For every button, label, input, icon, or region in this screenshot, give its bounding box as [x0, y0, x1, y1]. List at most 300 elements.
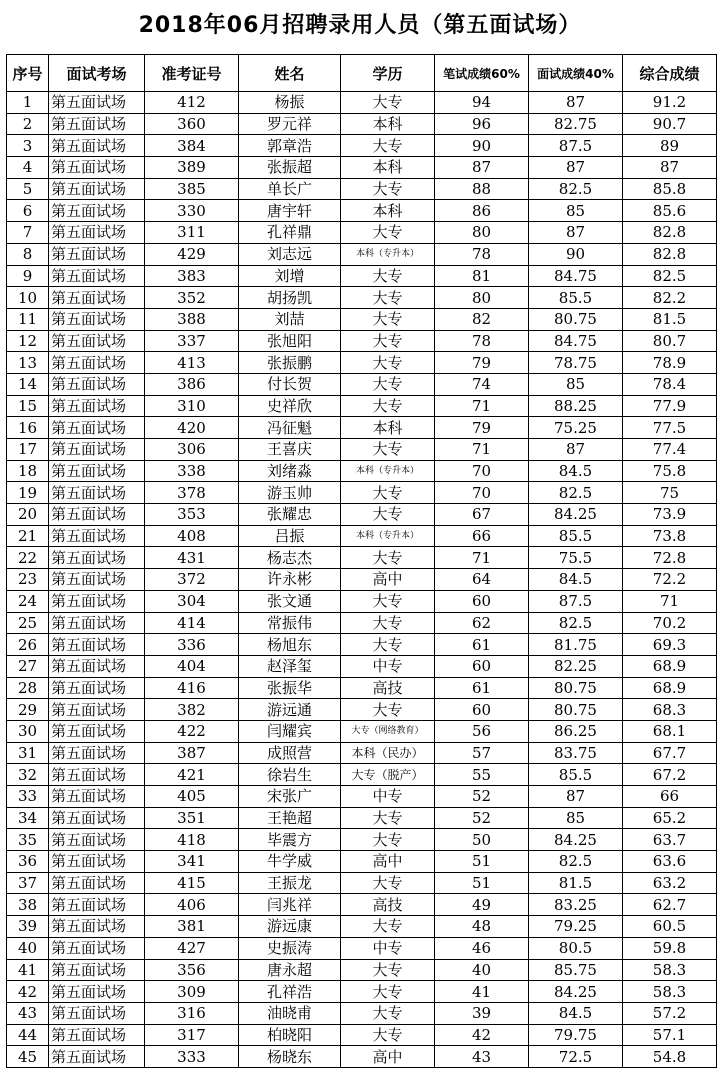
cell-ticket: 330: [145, 200, 239, 222]
table-row: [7, 352, 717, 374]
cell-ticket: 416: [145, 677, 239, 699]
cell-interview-score: 79.75: [529, 1024, 623, 1046]
cell-interview-score: 87.5: [529, 590, 623, 612]
cell-total-score: 87: [623, 157, 717, 179]
cell-total-score: 63.2: [623, 872, 717, 894]
cell-seq: 30: [7, 720, 49, 742]
cell-total-score: 62.7: [623, 894, 717, 916]
cell-venue: 第五面试场: [49, 308, 145, 330]
cell-education: 高中: [341, 569, 435, 591]
cell-education: 大专: [341, 439, 435, 461]
cell-name: 赵泽玺: [239, 655, 341, 677]
cell-education: 中专: [341, 937, 435, 959]
cell-name: 张振华: [239, 677, 341, 699]
cell-seq: 34: [7, 807, 49, 829]
cell-seq: 31: [7, 742, 49, 764]
cell-written-score: 81: [435, 265, 529, 287]
cell-venue: 第五面试场: [49, 178, 145, 200]
cell-total-score: 68.9: [623, 677, 717, 699]
cell-seq: 38: [7, 894, 49, 916]
cell-ticket: 316: [145, 1002, 239, 1024]
table-row: [7, 655, 717, 677]
cell-written-score: 62: [435, 612, 529, 634]
cell-ticket: 406: [145, 894, 239, 916]
cell-ticket: 431: [145, 547, 239, 569]
cell-written-score: 79: [435, 417, 529, 439]
table-row: [7, 916, 717, 938]
cell-venue: 第五面试场: [49, 1002, 145, 1024]
cell-education: 大专: [341, 504, 435, 526]
cell-name: 胡扬凯: [239, 287, 341, 309]
cell-venue: 第五面试场: [49, 764, 145, 786]
cell-education: 大专: [341, 547, 435, 569]
cell-seq: 26: [7, 634, 49, 656]
cell-ticket: 427: [145, 937, 239, 959]
cell-name: 刘志远: [239, 243, 341, 265]
cell-total-score: 63.6: [623, 851, 717, 873]
cell-venue: 第五面试场: [49, 92, 145, 114]
cell-name: 唐永超: [239, 959, 341, 981]
cell-education: 高中: [341, 851, 435, 873]
cell-venue: 第五面试场: [49, 916, 145, 938]
cell-total-score: 70.2: [623, 612, 717, 634]
cell-education: 本科（专升本）: [341, 243, 435, 265]
cell-written-score: 39: [435, 1002, 529, 1024]
cell-venue: 第五面试场: [49, 395, 145, 417]
table-row: [7, 829, 717, 851]
page-title: 2018年06月招聘录用人员（第五面试场）: [138, 13, 582, 38]
cell-ticket: 310: [145, 395, 239, 417]
table-row: [7, 937, 717, 959]
cell-interview-score: 80.75: [529, 677, 623, 699]
cell-total-score: 78.9: [623, 352, 717, 374]
table-row: [7, 764, 717, 786]
cell-seq: 15: [7, 395, 49, 417]
cell-written-score: 60: [435, 590, 529, 612]
cell-interview-score: 78.75: [529, 352, 623, 374]
cell-ticket: 336: [145, 634, 239, 656]
cell-seq: 39: [7, 916, 49, 938]
cell-ticket: 372: [145, 569, 239, 591]
cell-education: 大专: [341, 612, 435, 634]
cell-interview-score: 82.75: [529, 113, 623, 135]
cell-interview-score: 80.75: [529, 699, 623, 721]
cell-name: 许永彬: [239, 569, 341, 591]
cell-total-score: 77.9: [623, 395, 717, 417]
cell-ticket: 353: [145, 504, 239, 526]
cell-education: 大专: [341, 916, 435, 938]
header-name: 姓名: [239, 55, 341, 92]
cell-education: 大专: [341, 981, 435, 1003]
cell-seq: 2: [7, 113, 49, 135]
table-row: [7, 373, 717, 395]
table-row: [7, 135, 717, 157]
cell-total-score: 85.6: [623, 200, 717, 222]
cell-venue: 第五面试场: [49, 352, 145, 374]
cell-ticket: 415: [145, 872, 239, 894]
cell-written-score: 50: [435, 829, 529, 851]
cell-written-score: 64: [435, 569, 529, 591]
cell-education: 大专: [341, 634, 435, 656]
cell-seq: 23: [7, 569, 49, 591]
table-row: [7, 460, 717, 482]
cell-written-score: 61: [435, 677, 529, 699]
cell-name: 刘绪淼: [239, 460, 341, 482]
header-education: 学历: [341, 55, 435, 92]
cell-name: 张旭阳: [239, 330, 341, 352]
table-row: [7, 1046, 717, 1068]
cell-seq: 32: [7, 764, 49, 786]
cell-written-score: 66: [435, 525, 529, 547]
cell-seq: 25: [7, 612, 49, 634]
cell-education: 大专: [341, 265, 435, 287]
table-row: [7, 872, 717, 894]
table-row: [7, 200, 717, 222]
cell-ticket: 341: [145, 851, 239, 873]
cell-name: 柏晓阳: [239, 1024, 341, 1046]
cell-name: 游远通: [239, 699, 341, 721]
cell-ticket: 404: [145, 655, 239, 677]
cell-education: 本科（专升本）: [341, 460, 435, 482]
cell-ticket: 386: [145, 373, 239, 395]
cell-seq: 12: [7, 330, 49, 352]
cell-written-score: 49: [435, 894, 529, 916]
cell-seq: 16: [7, 417, 49, 439]
cell-written-score: 52: [435, 807, 529, 829]
header-total-score: 综合成绩: [623, 55, 717, 92]
cell-venue: 第五面试场: [49, 222, 145, 244]
cell-seq: 6: [7, 200, 49, 222]
cell-total-score: 67.2: [623, 764, 717, 786]
table-row: [7, 525, 717, 547]
cell-seq: 29: [7, 699, 49, 721]
cell-venue: 第五面试场: [49, 417, 145, 439]
cell-interview-score: 83.25: [529, 894, 623, 916]
cell-venue: 第五面试场: [49, 373, 145, 395]
cell-education: 大专: [341, 1024, 435, 1046]
table-row: [7, 720, 717, 742]
cell-written-score: 94: [435, 92, 529, 114]
cell-ticket: 384: [145, 135, 239, 157]
cell-total-score: 78.4: [623, 373, 717, 395]
cell-education: 中专: [341, 786, 435, 808]
cell-ticket: 429: [145, 243, 239, 265]
cell-venue: 第五面试场: [49, 200, 145, 222]
cell-written-score: 61: [435, 634, 529, 656]
table-row: [7, 504, 717, 526]
table-row: [7, 786, 717, 808]
cell-seq: 22: [7, 547, 49, 569]
cell-venue: 第五面试场: [49, 612, 145, 634]
cell-venue: 第五面试场: [49, 807, 145, 829]
cell-name: 王艳超: [239, 807, 341, 829]
cell-total-score: 66: [623, 786, 717, 808]
cell-total-score: 85.8: [623, 178, 717, 200]
cell-education: 大专（网络教育）: [341, 720, 435, 742]
cell-education: 大专: [341, 222, 435, 244]
cell-interview-score: 83.75: [529, 742, 623, 764]
cell-total-score: 82.8: [623, 243, 717, 265]
cell-seq: 10: [7, 287, 49, 309]
cell-written-score: 70: [435, 482, 529, 504]
table-row: [7, 222, 717, 244]
table-row: [7, 308, 717, 330]
cell-total-score: 68.9: [623, 655, 717, 677]
cell-interview-score: 79.25: [529, 916, 623, 938]
cell-name: 刘增: [239, 265, 341, 287]
cell-education: 本科: [341, 157, 435, 179]
cell-name: 吕振: [239, 525, 341, 547]
cell-interview-score: 75.25: [529, 417, 623, 439]
cell-name: 游远康: [239, 916, 341, 938]
cell-written-score: 51: [435, 872, 529, 894]
cell-ticket: 352: [145, 287, 239, 309]
cell-interview-score: 87: [529, 157, 623, 179]
cell-education: 中专: [341, 655, 435, 677]
cell-interview-score: 82.5: [529, 851, 623, 873]
cell-interview-score: 85.75: [529, 959, 623, 981]
cell-total-score: 73.8: [623, 525, 717, 547]
cell-name: 冯征魁: [239, 417, 341, 439]
cell-seq: 43: [7, 1002, 49, 1024]
cell-education: 大专: [341, 308, 435, 330]
cell-written-score: 87: [435, 157, 529, 179]
cell-interview-score: 86.25: [529, 720, 623, 742]
cell-total-score: 59.8: [623, 937, 717, 959]
cell-seq: 28: [7, 677, 49, 699]
cell-written-score: 43: [435, 1046, 529, 1068]
table-row: [7, 742, 717, 764]
header-interview-score: 面试成绩40%: [529, 55, 623, 92]
cell-education: 本科（民办）: [341, 742, 435, 764]
cell-total-score: 90.7: [623, 113, 717, 135]
cell-total-score: 72.8: [623, 547, 717, 569]
cell-interview-score: 87.5: [529, 135, 623, 157]
cell-venue: 第五面试场: [49, 590, 145, 612]
cell-name: 油晓甫: [239, 1002, 341, 1024]
cell-interview-score: 87: [529, 222, 623, 244]
cell-written-score: 80: [435, 222, 529, 244]
cell-written-score: 71: [435, 547, 529, 569]
cell-total-score: 89: [623, 135, 717, 157]
cell-education: 本科（专升本）: [341, 525, 435, 547]
cell-name: 单长广: [239, 178, 341, 200]
cell-total-score: 63.7: [623, 829, 717, 851]
table-row: [7, 959, 717, 981]
cell-venue: 第五面试场: [49, 265, 145, 287]
cell-written-score: 52: [435, 786, 529, 808]
cell-seq: 18: [7, 460, 49, 482]
cell-education: 大专: [341, 395, 435, 417]
cell-venue: 第五面试场: [49, 287, 145, 309]
cell-ticket: 413: [145, 352, 239, 374]
table-row: [7, 92, 717, 114]
cell-name: 闫兆祥: [239, 894, 341, 916]
cell-interview-score: 81.75: [529, 634, 623, 656]
cell-total-score: 80.7: [623, 330, 717, 352]
cell-name: 史祥欣: [239, 395, 341, 417]
cell-education: 大专（脱产）: [341, 764, 435, 786]
table-row: [7, 157, 717, 179]
cell-name: 王振龙: [239, 872, 341, 894]
cell-interview-score: 84.75: [529, 265, 623, 287]
cell-venue: 第五面试场: [49, 829, 145, 851]
cell-written-score: 78: [435, 330, 529, 352]
cell-seq: 44: [7, 1024, 49, 1046]
cell-name: 罗元祥: [239, 113, 341, 135]
cell-seq: 41: [7, 959, 49, 981]
cell-written-score: 60: [435, 655, 529, 677]
cell-name: 孔祥鼎: [239, 222, 341, 244]
cell-written-score: 80: [435, 287, 529, 309]
table-row: [7, 699, 717, 721]
cell-seq: 3: [7, 135, 49, 157]
cell-interview-score: 87: [529, 92, 623, 114]
cell-total-score: 71: [623, 590, 717, 612]
table-row: [7, 807, 717, 829]
table-row: [7, 439, 717, 461]
cell-interview-score: 75.5: [529, 547, 623, 569]
table-row: [7, 569, 717, 591]
cell-education: 本科: [341, 200, 435, 222]
cell-name: 徐岩生: [239, 764, 341, 786]
cell-name: 张耀忠: [239, 504, 341, 526]
cell-ticket: 383: [145, 265, 239, 287]
cell-total-score: 81.5: [623, 308, 717, 330]
cell-written-score: 90: [435, 135, 529, 157]
cell-venue: 第五面试场: [49, 742, 145, 764]
cell-interview-score: 84.5: [529, 569, 623, 591]
table-row: [7, 677, 717, 699]
cell-ticket: 378: [145, 482, 239, 504]
table-row: [7, 894, 717, 916]
cell-seq: 37: [7, 872, 49, 894]
cell-venue: 第五面试场: [49, 243, 145, 265]
cell-venue: 第五面试场: [49, 135, 145, 157]
cell-ticket: 309: [145, 981, 239, 1003]
cell-education: 大专: [341, 135, 435, 157]
cell-interview-score: 84.25: [529, 981, 623, 1003]
cell-ticket: 351: [145, 807, 239, 829]
cell-seq: 8: [7, 243, 49, 265]
cell-education: 大专: [341, 482, 435, 504]
cell-interview-score: 84.75: [529, 330, 623, 352]
header-written-score: 笔试成绩60%: [435, 55, 529, 92]
cell-seq: 20: [7, 504, 49, 526]
cell-venue: 第五面试场: [49, 439, 145, 461]
cell-ticket: 304: [145, 590, 239, 612]
cell-name: 杨旭东: [239, 634, 341, 656]
cell-seq: 1: [7, 92, 49, 114]
cell-education: 高技: [341, 677, 435, 699]
cell-education: 大专: [341, 829, 435, 851]
table-row: [7, 851, 717, 873]
cell-education: 大专: [341, 287, 435, 309]
cell-written-score: 88: [435, 178, 529, 200]
cell-interview-score: 82.5: [529, 178, 623, 200]
cell-name: 付长贺: [239, 373, 341, 395]
cell-venue: 第五面试场: [49, 460, 145, 482]
cell-ticket: 405: [145, 786, 239, 808]
cell-interview-score: 85.5: [529, 764, 623, 786]
cell-venue: 第五面试场: [49, 655, 145, 677]
cell-total-score: 57.2: [623, 1002, 717, 1024]
cell-interview-score: 87: [529, 439, 623, 461]
cell-education: 本科: [341, 417, 435, 439]
cell-interview-score: 88.25: [529, 395, 623, 417]
cell-venue: 第五面试场: [49, 894, 145, 916]
cell-ticket: 311: [145, 222, 239, 244]
cell-written-score: 60: [435, 699, 529, 721]
cell-written-score: 96: [435, 113, 529, 135]
table-row: [7, 634, 717, 656]
cell-venue: 第五面试场: [49, 569, 145, 591]
cell-seq: 17: [7, 439, 49, 461]
cell-name: 孔祥浩: [239, 981, 341, 1003]
cell-interview-score: 85.5: [529, 287, 623, 309]
cell-education: 大专: [341, 699, 435, 721]
cell-interview-score: 85: [529, 807, 623, 829]
cell-total-score: 57.1: [623, 1024, 717, 1046]
cell-seq: 9: [7, 265, 49, 287]
cell-name: 牛学威: [239, 851, 341, 873]
cell-written-score: 82: [435, 308, 529, 330]
cell-seq: 27: [7, 655, 49, 677]
cell-seq: 35: [7, 829, 49, 851]
cell-venue: 第五面试场: [49, 157, 145, 179]
table-row: [7, 395, 717, 417]
cell-total-score: 60.5: [623, 916, 717, 938]
cell-ticket: 388: [145, 308, 239, 330]
cell-name: 宋张广: [239, 786, 341, 808]
cell-venue: 第五面试场: [49, 786, 145, 808]
cell-interview-score: 84.25: [529, 829, 623, 851]
cell-venue: 第五面试场: [49, 547, 145, 569]
cell-ticket: 412: [145, 92, 239, 114]
cell-written-score: 74: [435, 373, 529, 395]
cell-ticket: 317: [145, 1024, 239, 1046]
cell-education: 大专: [341, 590, 435, 612]
cell-ticket: 422: [145, 720, 239, 742]
cell-written-score: 42: [435, 1024, 529, 1046]
cell-total-score: 82.8: [623, 222, 717, 244]
table-row: [7, 981, 717, 1003]
cell-seq: 42: [7, 981, 49, 1003]
cell-ticket: 333: [145, 1046, 239, 1068]
cell-seq: 24: [7, 590, 49, 612]
cell-written-score: 79: [435, 352, 529, 374]
cell-venue: 第五面试场: [49, 1046, 145, 1068]
cell-seq: 4: [7, 157, 49, 179]
cell-total-score: 65.2: [623, 807, 717, 829]
cell-total-score: 58.3: [623, 981, 717, 1003]
cell-written-score: 56: [435, 720, 529, 742]
table-row: [7, 547, 717, 569]
header-seq: 序号: [7, 55, 49, 92]
cell-name: 张振鹏: [239, 352, 341, 374]
cell-ticket: 306: [145, 439, 239, 461]
cell-total-score: 77.4: [623, 439, 717, 461]
header-venue: 面试考场: [49, 55, 145, 92]
cell-venue: 第五面试场: [49, 720, 145, 742]
cell-seq: 13: [7, 352, 49, 374]
cell-name: 杨振: [239, 92, 341, 114]
cell-written-score: 78: [435, 243, 529, 265]
cell-education: 高中: [341, 1046, 435, 1068]
cell-interview-score: 72.5: [529, 1046, 623, 1068]
cell-ticket: 389: [145, 157, 239, 179]
cell-total-score: 82.5: [623, 265, 717, 287]
